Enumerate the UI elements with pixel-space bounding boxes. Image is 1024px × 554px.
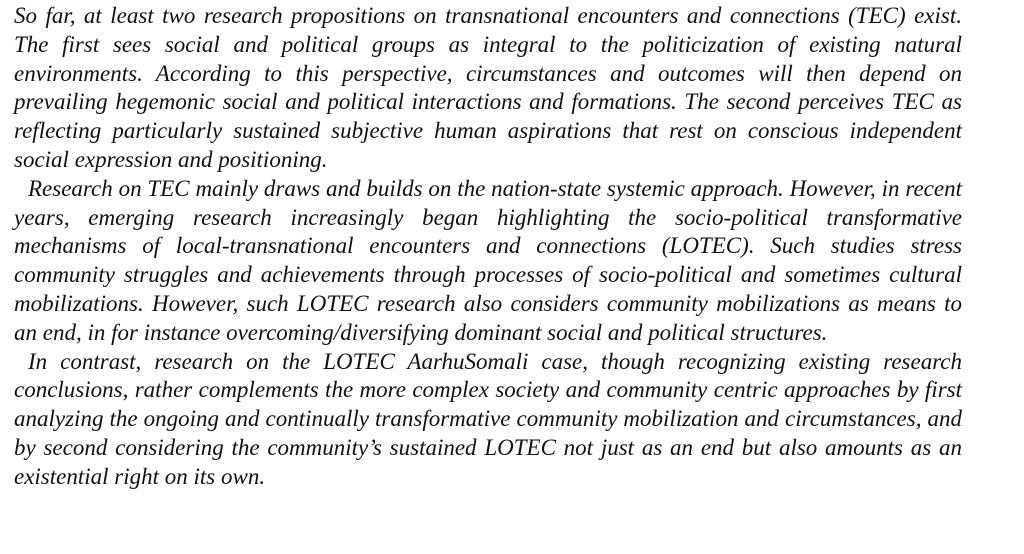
paragraph-lotec-research: Research on TEC mainly draws and builds on the nation-state systemic approach. However, in recent years, emerging research increasingly began highlighting the socio-political transformative mechanisms of local-transnational encounters and connections (LOTEC). Such studies stress community struggles and achievements through processes of socio-political and sometimes cultural mobilizations. However, such LOTEC research also considers community mobilizations as means to an end, in for instance overcoming/diversifying dominant social and political structures.: [14, 175, 962, 345]
paragraph-tec-propositions: So far, at least two research propositions on transnational encounters and connections (TEC) exist. The first sees social and political groups as integral to the politicization of existing natural environments. According to this perspective, circumstances and outcomes will then depend on prevailing hegemonic social and political interactions and formations. The second perceives TEC as reflecting particularly sustained subjective human aspirations that rest on conscious independent social expression and positioning.: [14, 3, 962, 172]
document-body: [14, 2, 962, 492]
paragraph-aarhusomali-case: In contrast, research on the LOTEC AarhuSomali case, though recognizing existing research conclusions, rather complements the more complex society and community centric approaches by first analyzing the ongoing and continually transformative community mobilization and circumstances, and by second considering the community’s sustained LOTEC not just as an end but also amounts as an existential right on its own.: [14, 348, 962, 489]
